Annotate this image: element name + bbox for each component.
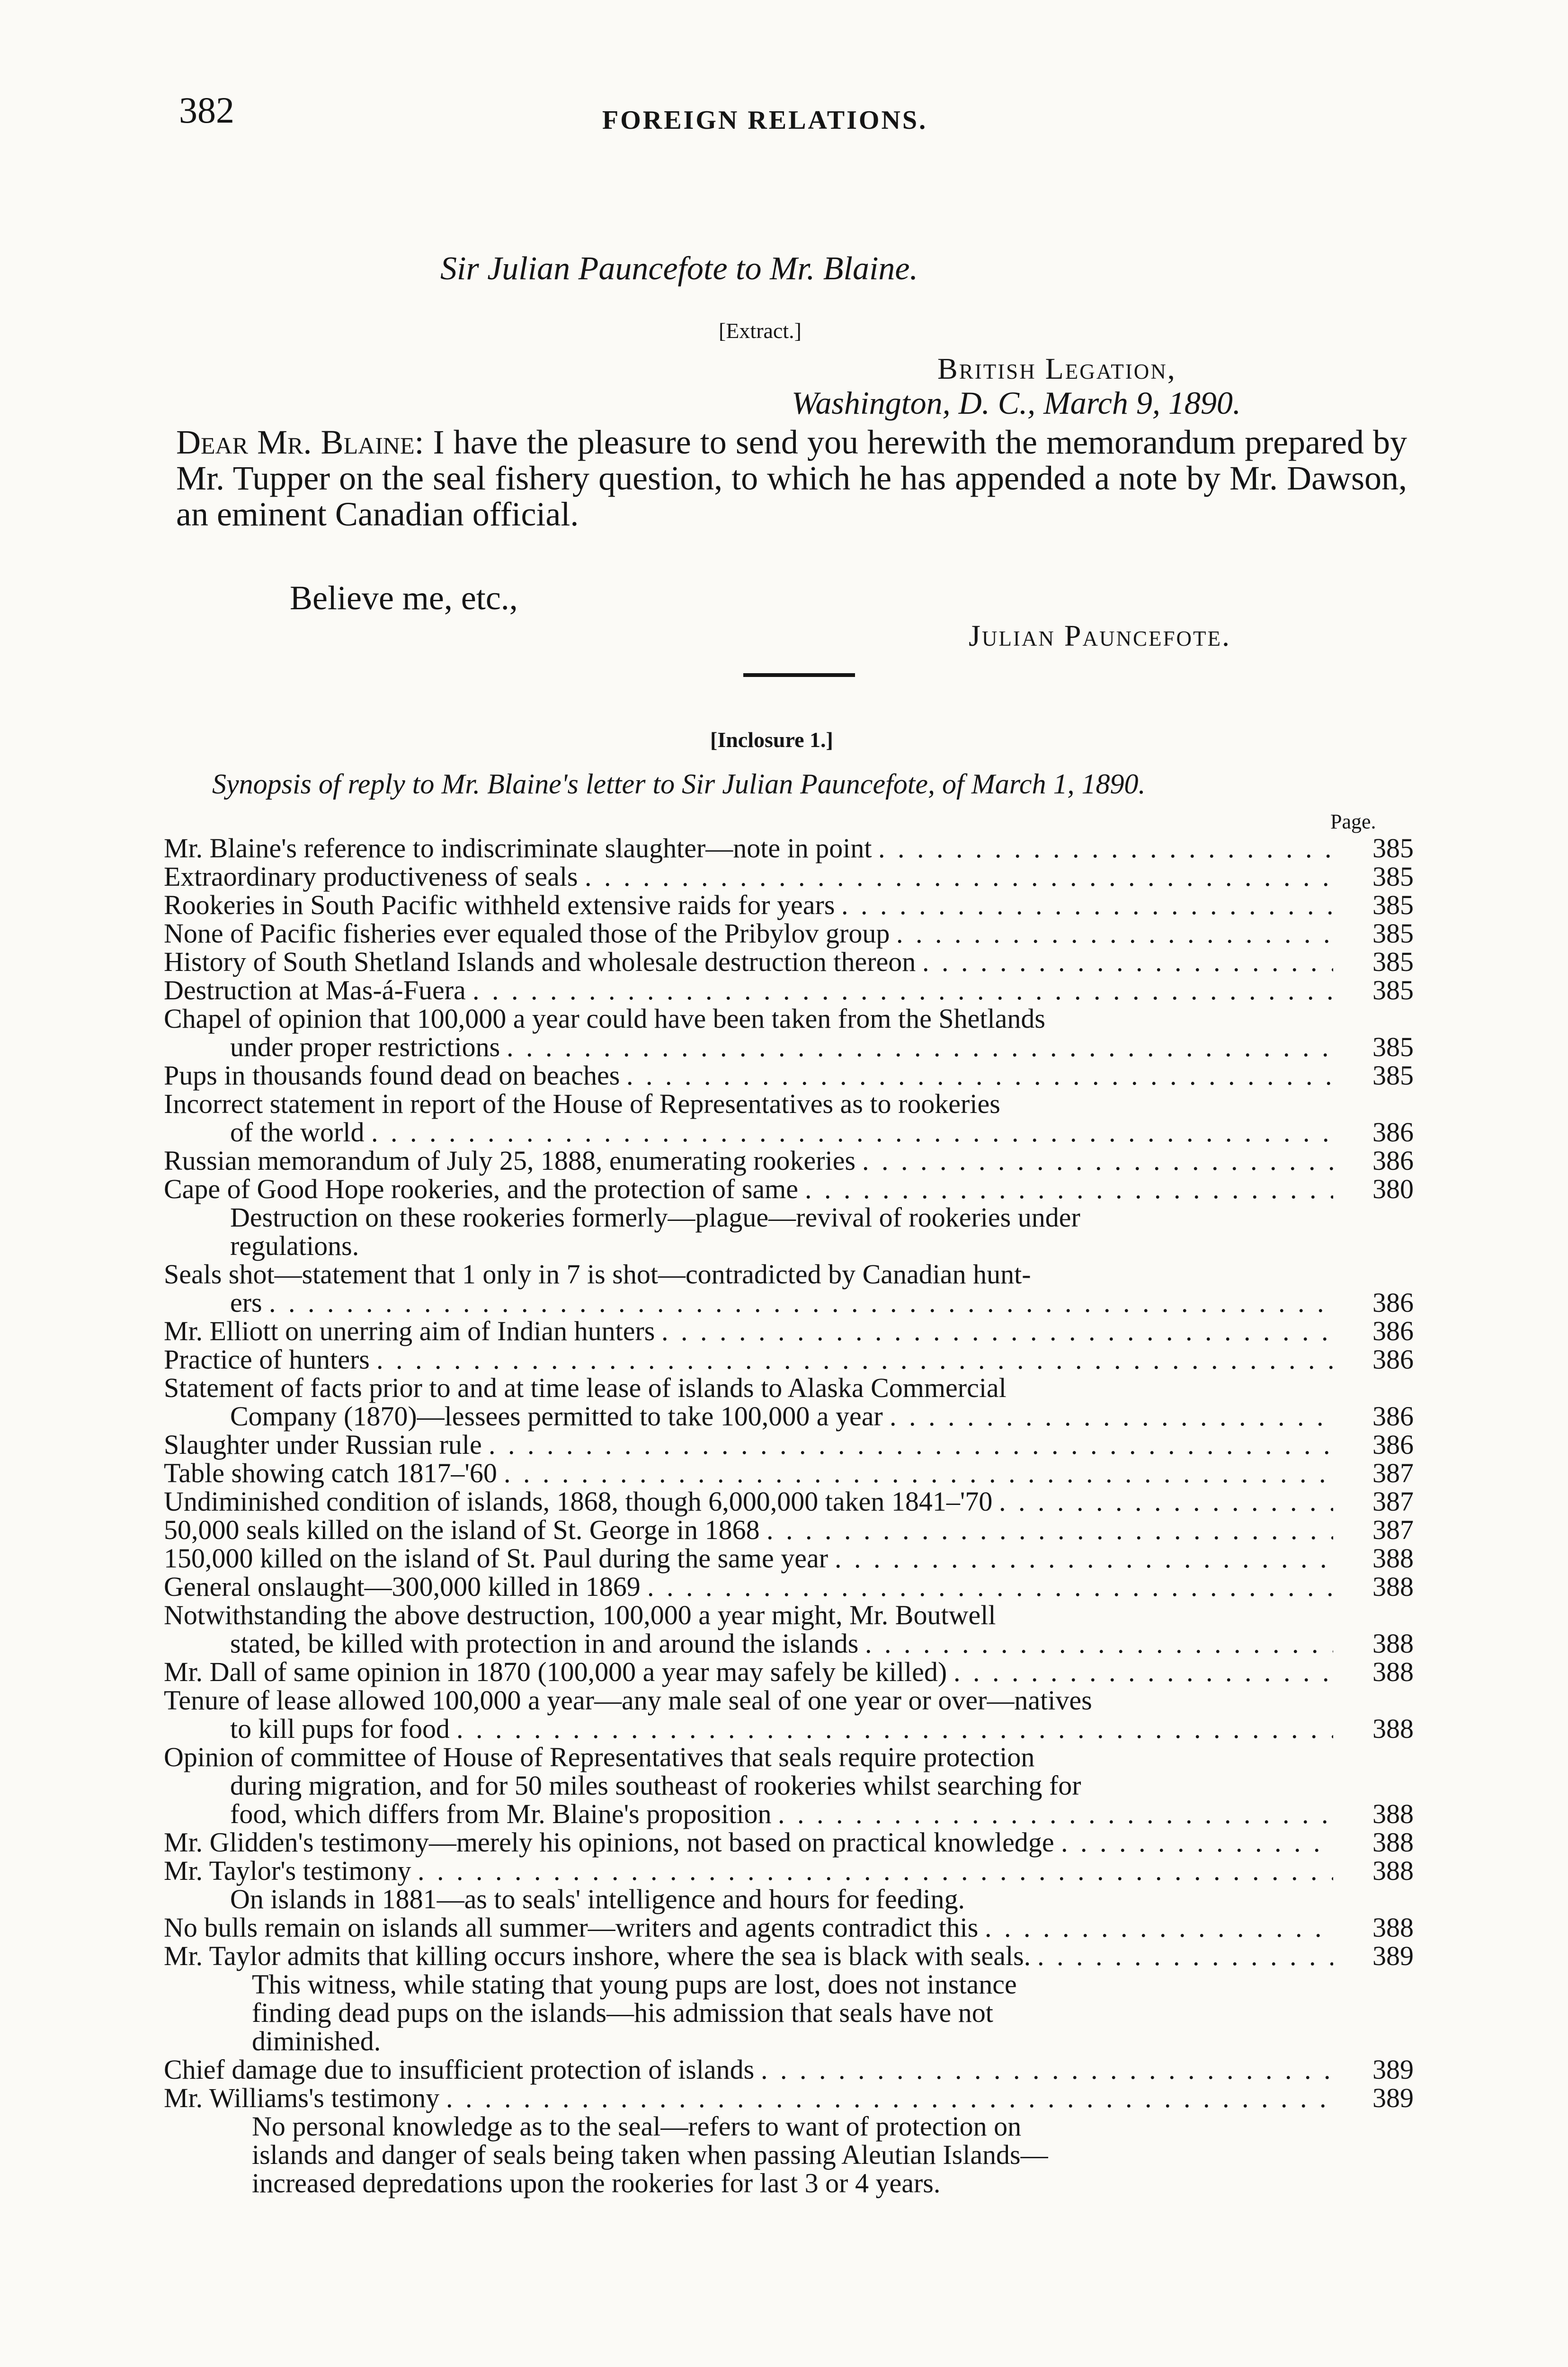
synopsis-entry [164, 1118, 1414, 1147]
synopsis-entry [164, 976, 1414, 1005]
entry-page-number: 388 [1372, 1543, 1414, 1574]
entry-page-number: 385 [1372, 1060, 1414, 1091]
entry-text: Seals shot—statement that 1 only in 7 is shot—contradicted by Canadian hunt- [164, 1259, 1031, 1290]
dot-leader [985, 1913, 1333, 1942]
running-head: FOREIGN RELATIONS. [602, 106, 928, 135]
entry-page-number: 388 [1372, 1628, 1414, 1659]
entry-text: This witness, while stating that young pups are lost, does not instance [252, 1969, 1017, 2000]
synopsis-entry [164, 1033, 1414, 1061]
entry-text: Destruction on these rookeries formerly—plague—revival of rookeries under [230, 1202, 1080, 1233]
dot-leader [376, 1345, 1333, 1374]
entry-page-number: 386 [1372, 1401, 1414, 1432]
entry-page-number: 388 [1372, 1656, 1414, 1687]
entry-page-number: 386 [1372, 1316, 1414, 1346]
dot-leader [805, 1175, 1333, 1203]
entry-page-number: 385 [1372, 861, 1414, 892]
entry-text: On islands in 1881—as to seals' intelligence and hours for feeding. [230, 1884, 965, 1914]
entry-page-number: 387 [1372, 1458, 1414, 1488]
entry-text: Mr. Elliott on unerring aim of Indian hunters [164, 1316, 655, 1346]
synopsis-entry [164, 1374, 1414, 1402]
synopsis-entry [164, 834, 1414, 863]
letter-title: Sir Julian Pauncefote to Mr. Blaine. [440, 250, 918, 287]
synopsis-entry [164, 1743, 1414, 1771]
entry-text: islands and danger of seals being taken when passing Aleutian Islands— [252, 2139, 1048, 2170]
dot-leader [878, 834, 1333, 863]
synopsis-entry [164, 1970, 1414, 1999]
dot-leader [371, 1118, 1333, 1147]
synopsis-entry [164, 1260, 1414, 1289]
entry-text: to kill pups for food [230, 1713, 450, 1744]
entry-page-number: 388 [1372, 1827, 1414, 1858]
synopsis-entry [164, 1573, 1414, 1601]
synopsis-entry [164, 1601, 1414, 1629]
entry-text: food, which differs from Mr. Blaine's proposition [230, 1798, 772, 1829]
entry-text: under proper restrictions [230, 1032, 500, 1062]
entry-text: Opinion of committee of House of Representatives that seals require protection [164, 1742, 1035, 1772]
synopsis-entry [164, 1999, 1414, 2027]
entry-text: Slaughter under Russian rule [164, 1429, 482, 1460]
synopsis-entry [164, 891, 1414, 919]
entry-page-number: 380 [1372, 1174, 1414, 1204]
entry-text: diminished. [252, 2026, 381, 2056]
entry-page-number: 387 [1372, 1514, 1414, 1545]
dot-leader [626, 1061, 1333, 1090]
synopsis-entry [164, 1175, 1414, 1203]
entry-text: Chapel of opinion that 100,000 a year could have been taken from the Shetlands [164, 1003, 1045, 1034]
synopsis-entry [164, 1203, 1414, 1232]
legation-heading: British Legation, [937, 352, 1176, 385]
letter-body-text: I have the pleasure to send you herewith the memorandum prepared by Mr. Tupper on the seal fishery question, to which he has appended a note by Mr. Dawson, an eminent Canadian official. [176, 423, 1408, 533]
entry-text: Statement of facts prior to and at time lease of islands to Alaska Commercial [164, 1372, 1007, 1403]
entry-text: Russian memorandum of July 25, 1888, enumerating rookeries [164, 1145, 856, 1176]
dot-leader [507, 1033, 1333, 1061]
entry-page-number: 388 [1372, 1912, 1414, 1943]
dot-leader [1061, 1828, 1333, 1857]
entry-text: of the world [230, 1117, 365, 1148]
entry-page-number: 385 [1372, 890, 1414, 920]
entry-text: Chief damage due to insufficient protection of islands [164, 2054, 755, 2085]
synopsis-entry [164, 1459, 1414, 1487]
letter-body [176, 424, 1407, 532]
synopsis-entry [164, 1147, 1414, 1175]
entry-text: increased depredations upon the rookeries for last 3 or 4 years. [252, 2168, 941, 2198]
entry-text: Incorrect statement in report of the House of Representatives as to rookeries [164, 1088, 1000, 1119]
dot-leader [835, 1544, 1333, 1573]
signature: Julian Pauncefote. [969, 619, 1231, 652]
entry-text: Extraordinary productiveness of seals [164, 861, 578, 892]
dot-leader [766, 1516, 1333, 1544]
entry-page-number: 386 [1372, 1145, 1414, 1176]
synopsis-title: Synopsis of reply to Mr. Blaine's letter to Sir Julian Pauncefote, of March 1, 1890. [212, 768, 1146, 800]
entry-page-number: 385 [1372, 975, 1414, 1006]
entry-page-number: 386 [1372, 1287, 1414, 1318]
entry-text: History of South Shetland Islands and wholesale destruction thereon [164, 946, 916, 977]
dot-leader [841, 891, 1333, 919]
entry-page-number: 385 [1372, 946, 1414, 977]
entry-text: General onslaught—300,000 killed in 1869 [164, 1571, 641, 1602]
dot-leader [269, 1289, 1333, 1317]
entry-page-number: 385 [1372, 833, 1414, 863]
entry-text: ers [230, 1287, 262, 1318]
entry-text: regulations. [230, 1230, 359, 1261]
entry-text: No bulls remain on islands all summer—writers and agents contradict this [164, 1912, 979, 1943]
synopsis-entry [164, 2056, 1414, 2084]
synopsis-entry [164, 1942, 1414, 1970]
synopsis-entry [164, 2027, 1414, 2056]
page-number: 382 [179, 89, 234, 131]
dot-leader [761, 2056, 1333, 2084]
dot-leader [865, 1629, 1333, 1658]
entry-text: stated, be killed with protection in and around the islands [230, 1628, 859, 1659]
entry-page-number: 385 [1372, 918, 1414, 949]
entry-text: Mr. Williams's testimony [164, 2082, 440, 2113]
synopsis-entry [164, 1345, 1414, 1374]
entry-text: Pups in thousands found dead on beaches [164, 1060, 620, 1091]
entry-text: Mr. Taylor's testimony [164, 1855, 411, 1886]
synopsis-entry [164, 2141, 1414, 2169]
dot-leader [778, 1800, 1333, 1828]
entry-text: Rookeries in South Pacific withheld extensive raids for years [164, 890, 835, 920]
dot-leader [890, 1402, 1333, 1431]
entry-page-number: 388 [1372, 1713, 1414, 1744]
entry-page-number: 386 [1372, 1117, 1414, 1148]
entry-page-number: 389 [1372, 1940, 1414, 1971]
dot-leader [922, 948, 1333, 976]
entry-text: Tenure of lease allowed 100,000 a year—any male seal of one year or over—natives [164, 1685, 1092, 1716]
entry-text: Practice of hunters [164, 1344, 370, 1375]
entry-page-number: 387 [1372, 1486, 1414, 1517]
dot-leader [489, 1431, 1333, 1459]
synopsis-entry [164, 1232, 1414, 1260]
dot-leader [661, 1317, 1333, 1345]
synopsis-entry [164, 1317, 1414, 1345]
entry-text: Mr. Blaine's reference to indiscriminate slaughter—note in point [164, 833, 872, 863]
dot-leader [472, 976, 1333, 1005]
section-divider [743, 673, 855, 677]
entry-page-number: 388 [1372, 1571, 1414, 1602]
entry-text: 50,000 seals killed on the island of St. George in 1868 [164, 1514, 760, 1545]
entry-page-number: 389 [1372, 2054, 1414, 2085]
dot-leader [1037, 1942, 1333, 1970]
entry-text: Company (1870)—lessees permitted to take 100,000 a year [230, 1401, 883, 1432]
entry-text: No personal knowledge as to the seal—refers to want of protection on [252, 2111, 1022, 2142]
entry-text: Undiminished condition of islands, 1868, though 6,000,000 taken 1841–'70 [164, 1486, 993, 1517]
synopsis-entry [164, 1289, 1414, 1317]
synopsis-entry [164, 1771, 1414, 1800]
dot-leader [456, 1715, 1333, 1743]
entry-page-number: 388 [1372, 1855, 1414, 1886]
synopsis-entry [164, 863, 1414, 891]
synopsis-entry [164, 1090, 1414, 1118]
inclosure-tag: [Inclosure 1.] [710, 728, 833, 752]
synopsis-entry [164, 1828, 1414, 1857]
synopsis-entry [164, 1431, 1414, 1459]
synopsis-entry [164, 1629, 1414, 1658]
letter-closing: Believe me, etc., [290, 579, 518, 617]
synopsis-entry [164, 1913, 1414, 1942]
entry-text: Mr. Taylor admits that killing occurs inshore, where the sea is black with seals. [164, 1940, 1031, 1971]
entry-page-number: 385 [1372, 1032, 1414, 1062]
synopsis-entry [164, 948, 1414, 976]
entry-text: Mr. Dall of same opinion in 1870 (100,000 a year may safely be killed) [164, 1656, 947, 1687]
synopsis-entry [164, 2112, 1414, 2141]
page-column-header: Page. [1330, 810, 1376, 833]
synopsis-entry [164, 1061, 1414, 1090]
synopsis-entry [164, 1402, 1414, 1431]
synopsis-list [164, 834, 1414, 2198]
dot-leader [585, 863, 1333, 891]
entry-text: during migration, and for 50 miles southeast of rookeries whilst searching for [230, 1770, 1081, 1801]
synopsis-entry [164, 2169, 1414, 2198]
dot-leader [504, 1459, 1333, 1487]
dot-leader [418, 1857, 1333, 1885]
synopsis-entry [164, 2084, 1414, 2112]
entry-text: Notwithstanding the above destruction, 100,000 a year might, Mr. Boutwell [164, 1600, 996, 1630]
entry-text: Cape of Good Hope rookeries, and the protection of same [164, 1174, 799, 1204]
synopsis-entry [164, 1800, 1414, 1828]
synopsis-entry [164, 1544, 1414, 1573]
dot-leader [647, 1573, 1333, 1601]
dot-leader [446, 2084, 1333, 2112]
extract-tag: [Extract.] [719, 319, 802, 343]
synopsis-entry [164, 1686, 1414, 1715]
synopsis-entry [164, 1658, 1414, 1686]
entry-text: finding dead pups on the islands—his admission that seals have not [252, 1997, 993, 2028]
synopsis-entry [164, 1885, 1414, 1913]
dot-leader [896, 919, 1333, 948]
entry-page-number: 388 [1372, 1798, 1414, 1829]
entry-text: Mr. Glidden's testimony—merely his opinions, not based on practical knowledge [164, 1827, 1054, 1858]
entry-text: Destruction at Mas-á-Fuera [164, 975, 466, 1006]
dot-leader [953, 1658, 1333, 1686]
dot-leader [862, 1147, 1333, 1175]
entry-text: Table showing catch 1817–'60 [164, 1458, 497, 1488]
synopsis-entry [164, 1516, 1414, 1544]
entry-page-number: 386 [1372, 1344, 1414, 1375]
dot-leader [999, 1487, 1333, 1516]
synopsis-entry [164, 1715, 1414, 1743]
entry-page-number: 386 [1372, 1429, 1414, 1460]
synopsis-entry [164, 1005, 1414, 1033]
entry-page-number: 389 [1372, 2082, 1414, 2113]
entry-text: 150,000 killed on the island of St. Paul during the same year [164, 1543, 829, 1574]
synopsis-entry [164, 1487, 1414, 1516]
entry-text: None of Pacific fisheries ever equaled those of the Pribylov group [164, 918, 890, 949]
synopsis-entry [164, 919, 1414, 948]
salutation: Dear Mr. Blaine: [176, 423, 424, 461]
letter-dateline: Washington, D. C., March 9, 1890. [792, 385, 1241, 421]
synopsis-entry [164, 1857, 1414, 1885]
